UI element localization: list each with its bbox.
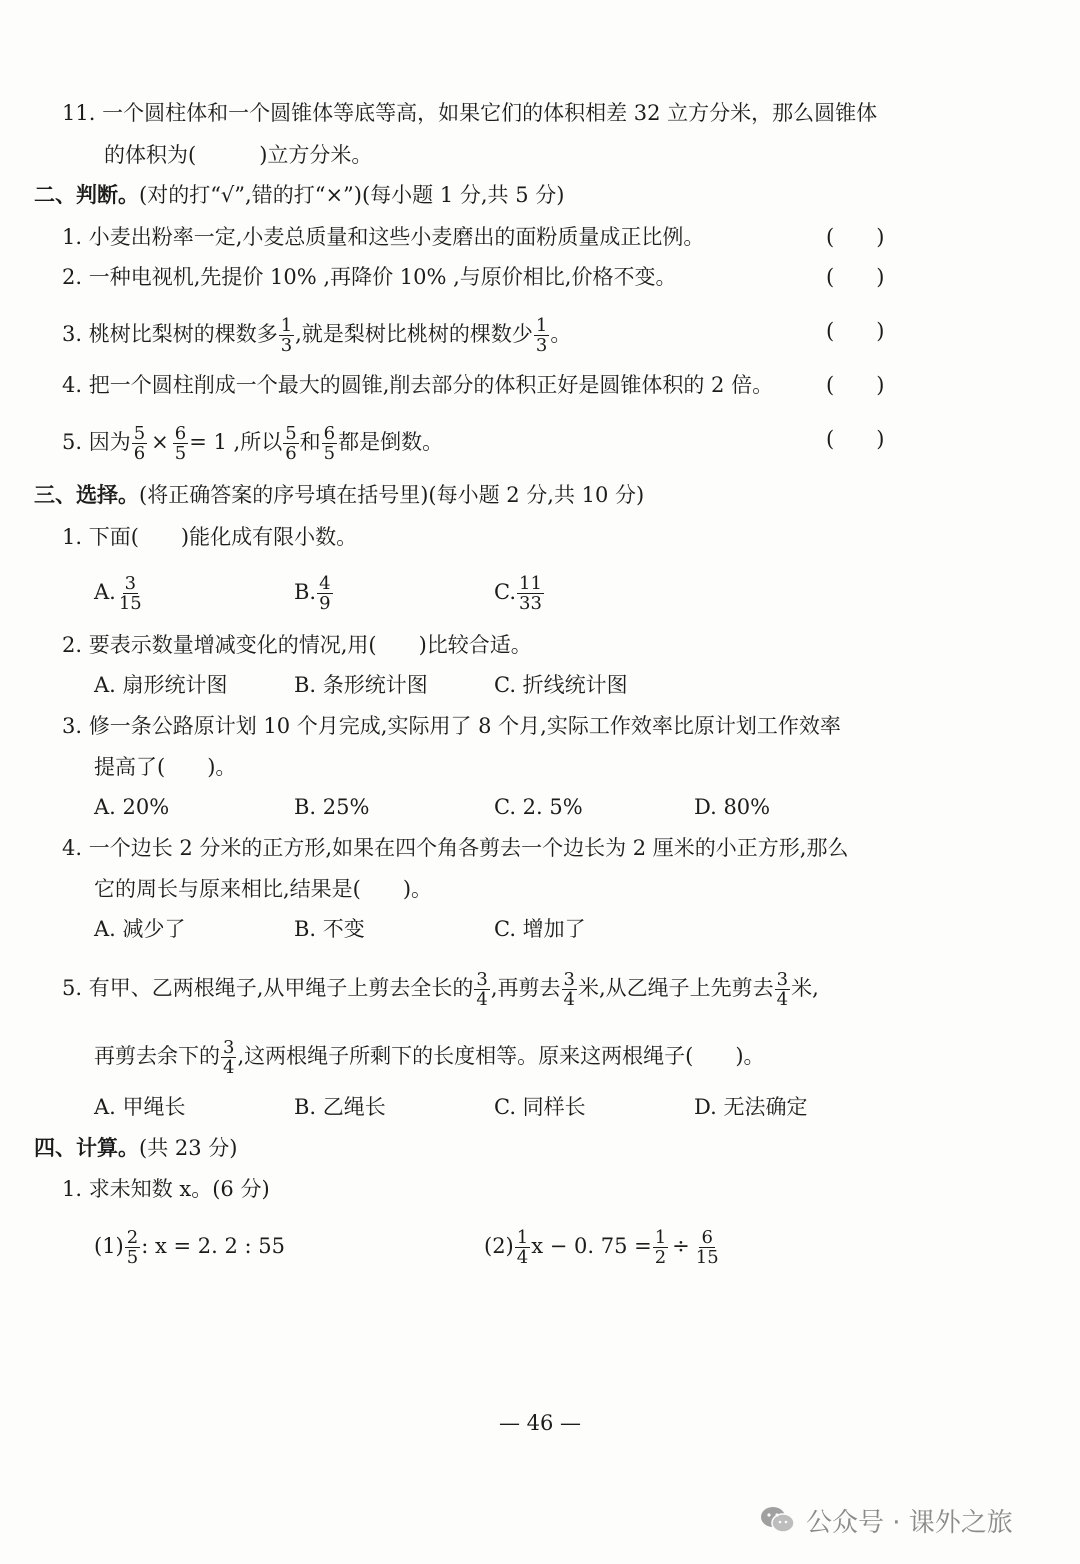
answer-paren: ( ): [826, 265, 885, 289]
choice-q5-line2: 再剪去余下的 $\frac{3}{4}$ ,这两根绳子所剩下的长度相等。原来这两根绳子( )。: [94, 1037, 765, 1078]
fraction: $\frac{6}{15}$: [695, 1227, 719, 1268]
judge-q4: 4. 把一个圆柱削成一个最大的圆锥,削去部分的体积正好是圆锥体积的 2 倍。: [62, 373, 774, 397]
fraction: $\frac{6}{5}$: [323, 423, 336, 464]
fraction: $\frac{5}{6}$: [133, 423, 146, 464]
watermark-text: 公众号 · 课外之旅: [806, 1507, 1013, 1538]
choice-q1-option-b: B. $\frac{4}{9}$: [294, 573, 331, 614]
section3-title: 三、选择。: [34, 483, 139, 507]
fraction: $\frac{11}{33}$: [519, 573, 542, 614]
choice-q3-line1: 3. 修一条公路原计划 10 个月完成,实际用了 8 个月,实际工作效率比原计划工作效率: [62, 714, 841, 738]
answer-paren: ( ): [826, 319, 885, 343]
fraction: $\frac{1}{4}$: [516, 1227, 529, 1268]
q11-line2: 的体积为( )立方分米。: [104, 143, 373, 167]
choice-q5-option-c: C. 同样长: [494, 1095, 586, 1119]
choice-q4-option-a: A. 减少了: [94, 917, 186, 941]
choice-q1-option-a: A. $\frac{3}{15}$: [94, 573, 142, 614]
choice-q2-option-b: B. 条形统计图: [294, 673, 428, 697]
section3-note: (将正确答案的序号填在括号里)(每小题 2 分,共 10 分): [139, 483, 645, 507]
choice-q2-option-a: A. 扇形统计图: [94, 673, 228, 697]
judge-q2: 2. 一种电视机,先提价 10% ,再降价 10% ,与原价相比,价格不变。: [62, 265, 677, 289]
choice-q2-stem: 2. 要表示数量增减变化的情况,用( )比较合适。: [62, 633, 532, 657]
choice-q4-option-b: B. 不变: [294, 917, 365, 941]
wechat-icon: [760, 1505, 796, 1535]
choice-q4-line2: 它的周长与原来相比,结果是( )。: [94, 877, 433, 901]
choice-q3-line2: 提高了( )。: [94, 755, 237, 779]
choice-q4-option-c: C. 增加了: [494, 917, 586, 941]
choice-q3-option-a: A. 20%: [94, 795, 170, 819]
judge-q3-text-b: ,就是梨树比桃树的棵数少: [295, 322, 533, 346]
fraction: $\frac{3}{4}$: [223, 1037, 235, 1078]
choice-q4-line1: 4. 一个边长 2 分米的正方形,如果在四个角各剪去一个边长为 2 厘米的小正方形,那么: [62, 836, 849, 860]
choice-q2-option-c: C. 折线统计图: [494, 673, 628, 697]
choice-q5-line1: 5. 有甲、乙两根绳子,从甲绳子上剪去全长的 $\frac{3}{4}$ ,再剪去 $\frac{3}{4}$ 米,从乙绳子上先剪去 $\frac{3}{4}$ 米,: [62, 969, 819, 1010]
judge-q1: 1. 小麦出粉率一定,小麦总质量和这些小麦磨出的面粉质量成正比例。: [62, 225, 705, 249]
section3-heading: [34, 480, 644, 510]
section4-title: 四、计算。: [34, 1136, 139, 1160]
section2-title: 二、判断。: [34, 183, 139, 207]
answer-paren: ( ): [826, 225, 885, 249]
choice-q3-option-c: C. 2. 5%: [494, 795, 583, 819]
choice-q5-option-b: B. 乙绳长: [294, 1095, 386, 1119]
equation-2: (2) $\frac{1}{4}$ x − 0. 75 = $\frac{1}{2}$ ÷ $\frac{6}{15}$: [484, 1227, 719, 1268]
choice-q5-option-a: A. 甲绳长: [94, 1095, 186, 1119]
section4-note: (共 23 分): [139, 1136, 238, 1160]
choice-q1-option-c: C. $\frac{11}{33}$: [494, 573, 542, 614]
fraction: $\frac{1}{3}$: [535, 315, 548, 356]
watermark: [760, 1500, 1013, 1540]
equation-1: (1) $\frac{2}{5}$ : x = 2. 2 : 55: [94, 1227, 285, 1268]
choice-q3-option-d: D. 80%: [694, 795, 771, 819]
fraction: $\frac{3}{4}$: [776, 969, 789, 1010]
fraction: $\frac{5}{6}$: [285, 423, 297, 464]
choice-q1-stem: 1. 下面( )能化成有限小数。: [62, 525, 358, 549]
section2-note: (对的打“√”,错的打“×”)(每小题 1 分,共 5 分): [139, 183, 565, 207]
fraction: $\frac{2}{5}$: [126, 1227, 139, 1268]
fraction: $\frac{6}{5}$: [174, 423, 187, 464]
fraction: $\frac{1}{2}$: [654, 1227, 667, 1268]
fraction: $\frac{3}{4}$: [563, 969, 575, 1010]
section2-heading: [34, 180, 564, 210]
answer-paren: ( ): [826, 427, 885, 451]
calc-q1-title: 1. 求未知数 x。(6 分): [62, 1177, 270, 1201]
judge-q5: 5. 因为 $\frac{5}{6}$ × $\frac{6}{5}$ = 1 ,所以 $\frac{5}{6}$ 和 $\frac{6}{5}$ 都是倒数。: [62, 423, 444, 464]
judge-q3-text-a: 3. 桃树比梨树的棵数多: [62, 322, 278, 346]
q11-line1: 11. 一个圆柱体和一个圆锥体等底等高，如果它们的体积相差 32 立方分米，那么圆锥体: [62, 101, 878, 125]
fraction: $\frac{3}{15}$: [118, 573, 142, 614]
judge-q3: 3. 桃树比梨树的棵数多 $\frac{1}{3}$ ,就是梨树比桃树的棵数少 $\frac{1}{3}$ 。: [62, 315, 572, 356]
answer-paren: ( ): [826, 373, 885, 397]
choice-q3-option-b: B. 25%: [294, 795, 370, 819]
fraction: $\frac{3}{4}$: [476, 969, 488, 1010]
choice-q5-option-d: D. 无法确定: [694, 1095, 808, 1119]
fraction: $\frac{4}{9}$: [319, 573, 331, 614]
fraction: $\frac{1}{3}$: [280, 315, 293, 356]
page-number: — 46 —: [498, 1411, 582, 1435]
section4-heading: [34, 1133, 237, 1163]
